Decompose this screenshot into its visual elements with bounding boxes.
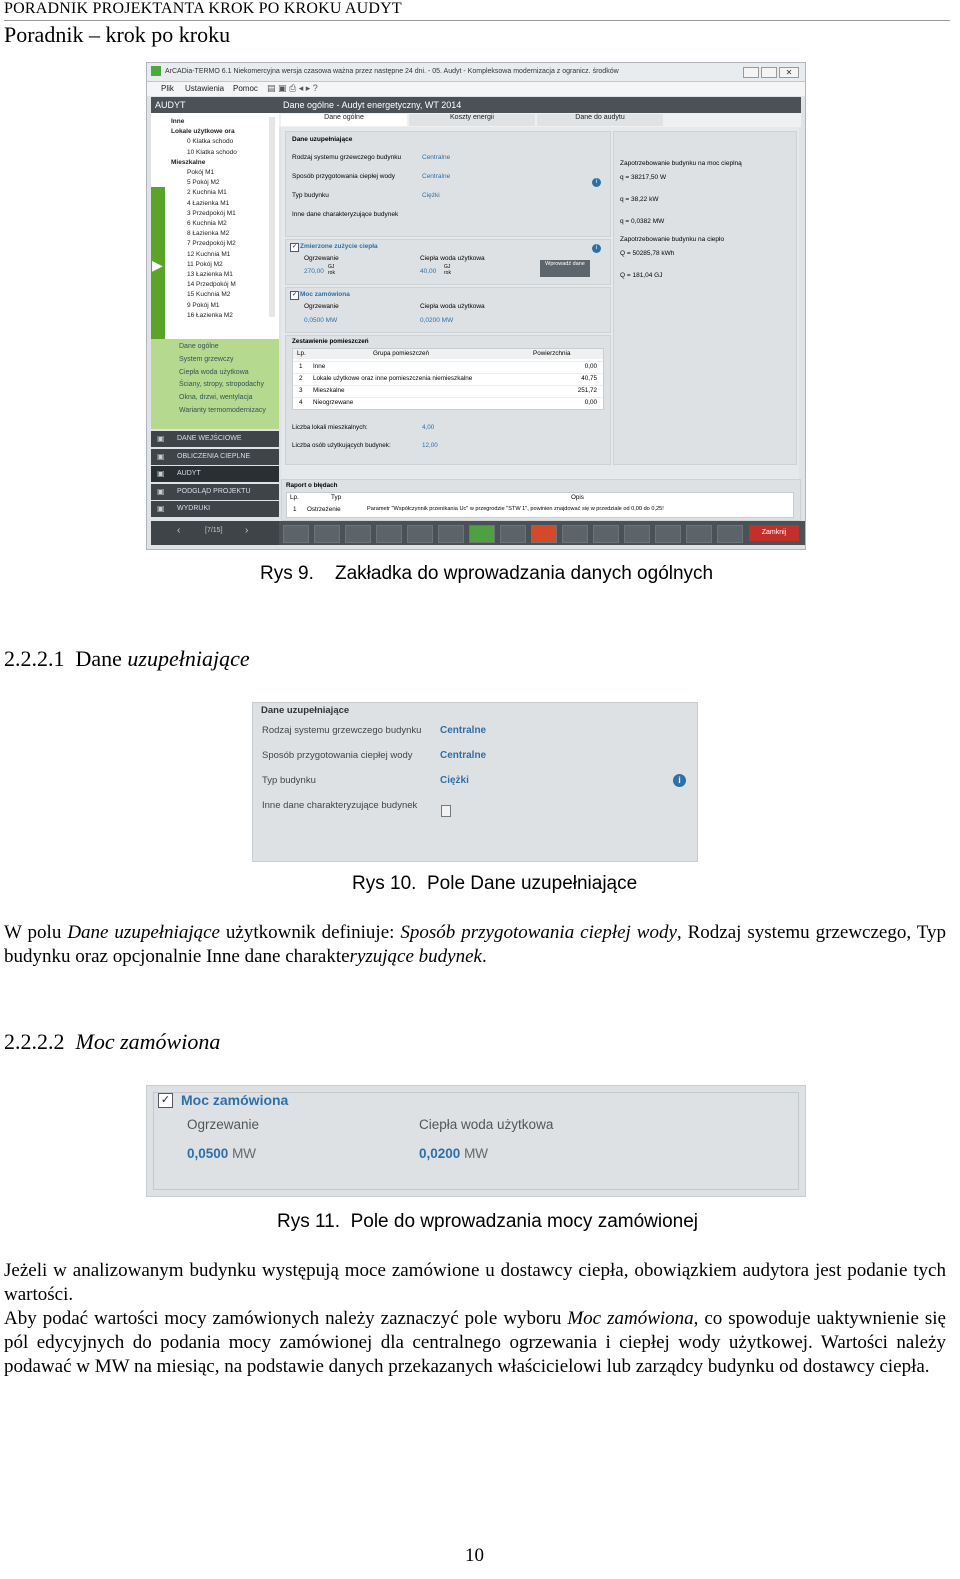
cell-lp: 2	[299, 375, 303, 382]
p3-a: Aby podać wartości mocy zamówionych należy zaznaczyć pole wyboru	[4, 1308, 568, 1329]
zmierzone-unit-2	[444, 264, 451, 276]
tab-bar	[279, 113, 801, 127]
figure-9-text: Zakładka do wprowadzania danych ogólnych	[334, 563, 714, 584]
toolbar-icon[interactable]	[655, 525, 681, 543]
cell-grupa: Mieszkalne	[313, 387, 345, 394]
paragraph-moc-details	[4, 1307, 946, 1379]
zestawienie-table	[292, 348, 604, 410]
zestawienie-title: Zestawienie pomieszczeń	[292, 338, 369, 345]
moc-cwu-label: Ciepła woda użytkowa	[420, 303, 485, 310]
fig11-ogrzewanie-value: 0,0500	[187, 1146, 229, 1161]
fig11-ogrzewanie-field[interactable]	[187, 1146, 256, 1161]
tree-item[interactable]: 13 Łazienka M1	[187, 271, 233, 279]
toolbar-icon[interactable]	[562, 525, 588, 543]
tree-item[interactable]: 11 Pokój M2	[187, 260, 223, 268]
lokali-value: 4,00	[422, 424, 435, 431]
table-row	[293, 385, 603, 397]
tree-item[interactable]: 14 Przedpokój M	[187, 281, 236, 289]
right-panel-header	[279, 97, 801, 113]
raport-row-opis: Parametr "Współczynnik przenikania Uc" w przegrodzie "STW 1", powinien znajdować się w przedziale od 0,00 do 0,25!	[367, 506, 664, 512]
section-2-2-2-2-heading	[4, 1029, 220, 1055]
fig10-row-label: Typ budynku	[262, 775, 316, 786]
zapotrzebowanie-panel	[613, 131, 797, 465]
figure-10-number: Rys 10.	[352, 873, 417, 894]
toolbar-icon[interactable]	[717, 525, 743, 543]
tree-item[interactable]: 10 Klatka schodo	[187, 148, 237, 156]
unit-bottom-2: rok	[444, 270, 451, 276]
table-row	[293, 397, 603, 409]
submenu	[151, 339, 279, 429]
moc-zamowiona-checkbox[interactable]: ✓	[158, 1093, 173, 1108]
toolbar-icon[interactable]	[500, 525, 526, 543]
nav-button[interactable]	[151, 501, 279, 517]
nav-button[interactable]	[151, 431, 279, 447]
zap-v1: q = 38217,50 W	[620, 174, 667, 181]
p3-c: , co spowoduje uaktywnienie się pól edycyjnych do podania mocy zamówionej dla centralnego ogrzewania i ciepłej wody użytkowej. Wartości należy podawać w MW na miesiąc, na podstawie danych przekazanych właścicielowi lub zarządcy budynku od dostawcy ciepła.	[4, 1308, 946, 1377]
raport-th-opis: Opis	[571, 494, 584, 501]
section-title-plain: Dane	[75, 646, 128, 671]
edit-note-icon[interactable]	[441, 805, 451, 817]
zap-v5: Q = 181,04 GJ	[620, 272, 663, 279]
maximize-icon[interactable]	[761, 67, 777, 78]
toolbar-icon[interactable]	[531, 525, 557, 543]
fig11-cwu-field[interactable]	[419, 1146, 488, 1161]
toolbar-icon[interactable]	[593, 525, 619, 543]
raport-panel	[281, 479, 801, 521]
nav-icon: ▣	[157, 504, 165, 513]
page-nav-bar	[151, 521, 279, 545]
p1-g: .	[481, 946, 487, 967]
cell-lp: 1	[299, 363, 303, 370]
running-header: PORADNIK PROJEKTANTA KROK PO KROKU AUDYT	[4, 0, 402, 17]
raport-title: Raport o błędach	[286, 482, 338, 489]
toolbar-icon[interactable]	[469, 525, 495, 543]
window-title: ArCADia-TERMO 6.1 Niekomercyjna wersja czasowa ważna przez następne 24 dni. - 05. Audyt - Kompleksowa modernizacja z ogranicz. środków	[165, 68, 619, 75]
zamknij-button[interactable]: Zamknij	[749, 525, 799, 541]
cell-grupa: Inne	[313, 363, 326, 370]
fig10-row-label: Inne dane charakteryzujące budynek	[262, 800, 418, 811]
th-powierzchnia: Powierzchnia	[533, 350, 571, 357]
nav-button[interactable]	[151, 484, 279, 500]
submenu-item[interactable]: Ciepła woda użytkowa	[179, 368, 249, 376]
nav-button[interactable]	[151, 466, 279, 482]
section2-title: Moc zamówiona	[75, 1029, 221, 1054]
submenu-item[interactable]: Warianty termomodernizacy	[179, 406, 266, 414]
p1-c: użytkownik definiuje:	[219, 922, 401, 943]
zmierzone-cwu-value[interactable]: 40,00	[420, 268, 437, 275]
submenu-item[interactable]: Ściany, stropy, stropodachy	[179, 381, 264, 389]
submenu-item[interactable]: Okna, drzwi, wentylacja	[179, 394, 253, 402]
minimize-icon[interactable]	[743, 67, 759, 78]
figure-9-screenshot	[146, 62, 806, 550]
page-indicator: [7/15]	[205, 527, 223, 534]
fig11-ogrzewanie-label: Ogrzewanie	[187, 1117, 260, 1132]
tree-item[interactable]: 5 Pokój M2	[187, 179, 220, 187]
left-panel-header	[151, 97, 279, 113]
menu-pomoc[interactable]: Pomoc	[233, 84, 258, 93]
nav-label: OBLICZENIA CIEPLNE	[177, 452, 251, 460]
fig11-unit-1: MW	[232, 1146, 257, 1161]
cell-powierzchnia: 251,72	[577, 387, 597, 394]
tree-scrollbar[interactable]	[269, 117, 275, 317]
fig10-row-label: Rodzaj systemu grzewczego budynku	[262, 725, 422, 736]
nav-icon: ▣	[157, 469, 165, 478]
zap-v4: Q = 50285,78 kWh	[620, 250, 675, 257]
cell-powierzchnia: 0,00	[584, 399, 597, 406]
header-subtitle: Poradnik – krok po kroku	[4, 22, 231, 47]
zmierzone-checkbox[interactable]: ✓	[291, 244, 298, 250]
page-number: 10	[465, 1545, 484, 1566]
p3-b: Moc zamówiona	[567, 1308, 694, 1329]
arrow-right-icon: ▶	[152, 257, 163, 273]
table-row	[293, 361, 603, 373]
collapse-tab[interactable]	[151, 187, 165, 359]
prev-page-icon[interactable]: ‹	[177, 525, 181, 536]
toolbar-icon[interactable]	[345, 525, 371, 543]
zestawienie-panel	[285, 335, 611, 465]
lokali-label: Liczba lokali mieszkalnych:	[292, 424, 368, 431]
cell-powierzchnia: 40,75	[581, 375, 597, 382]
fig11-cwu-label: Ciepła woda użytkowa	[419, 1117, 554, 1132]
content-area	[281, 127, 799, 537]
zmierzone-unit	[328, 264, 335, 276]
figure-9-number: Rys 9.	[260, 563, 314, 584]
zap-v3: q = 0,0382 MW	[620, 218, 665, 225]
nav-label: WYDRUKI	[177, 505, 211, 512]
zap-v2: q = 38,22 kW	[620, 196, 659, 203]
left-panel-title: AUDYT	[155, 100, 186, 110]
dane-row-value[interactable]: Centralne	[422, 173, 451, 180]
figure-10-caption	[352, 873, 637, 895]
toolbar-icon[interactable]	[376, 525, 402, 543]
right-panel-title: Dane ogólne - Audyt energetyczny, WT 2014	[283, 100, 462, 110]
unit-top: GJ	[328, 264, 335, 270]
paragraph-dane-uzupelniajace	[4, 921, 946, 969]
app-logo-icon	[151, 66, 161, 76]
nav-label: PODGLĄD PROJEKTU	[177, 487, 251, 495]
tree-item[interactable]: 0 Klatka schodo	[187, 138, 234, 146]
tree-item[interactable]: Mieszkalne	[171, 158, 206, 166]
fig10-row-value[interactable]: Ciężki	[440, 775, 469, 786]
fig10-title: Dane uzupełniające	[261, 705, 350, 716]
info-icon-2[interactable]: i	[592, 244, 601, 253]
raport-row-typ: Ostrzeżenie	[307, 506, 341, 513]
room-tree[interactable]	[151, 113, 279, 339]
bottom-toolbar	[279, 521, 805, 545]
tree-item[interactable]: 15 Kuchnia M2	[187, 291, 231, 299]
dane-row-label: Rodzaj systemu grzewczego budynku	[292, 154, 402, 161]
tree-item[interactable]: 4 Łazienka M1	[187, 199, 230, 207]
next-page-icon[interactable]: ›	[245, 525, 249, 536]
nav-icon: ▣	[157, 434, 165, 443]
fig11-title: Moc zamówiona	[181, 1092, 289, 1108]
figure-11-text: Pole do wprowadzania mocy zamówionej	[350, 1211, 699, 1232]
raport-table	[286, 492, 794, 518]
moc-ogrz-label: Ogrzewanie	[304, 303, 339, 310]
submenu-item[interactable]: Dane ogólne	[179, 343, 219, 350]
figure-11-number: Rys 11.	[277, 1211, 341, 1232]
fig11-unit-2: MW	[464, 1146, 489, 1161]
nav-icon: ▣	[157, 451, 165, 461]
tree-item[interactable]: 7 Przedpokój M2	[187, 240, 236, 248]
section-title-italic: uzupełniające	[127, 646, 250, 671]
p1-d: Sposób przygotowania ciepłej wody	[400, 922, 677, 943]
paragraph-moc-intro: Jeżeli w analizowanym budynku występują moce zamówione u dostawcy ciepła, obowiązkiem audytora jest podanie tych wartości.	[4, 1260, 946, 1305]
osob-value: 12,00	[422, 442, 438, 449]
zmierzone-ogrz-value[interactable]: 270,00	[304, 268, 324, 275]
unit-bottom: rok	[328, 270, 335, 276]
p1-f: ryzujące budynek	[349, 946, 482, 967]
tree-item[interactable]: Pokój M1	[187, 169, 215, 177]
dane-row-value[interactable]: Ciężki	[422, 192, 440, 199]
cell-lp: 3	[299, 387, 303, 394]
moc-panel	[285, 287, 611, 333]
tree-item[interactable]: 9 Pokój M1	[187, 301, 220, 309]
dane-row-label: Typ budynku	[292, 192, 329, 199]
raport-th-typ: Typ	[331, 494, 342, 501]
moc-checkbox[interactable]: ✓	[291, 292, 298, 298]
toolbar-icon[interactable]	[624, 525, 650, 543]
wprowadz-dane-button[interactable]: Wprowadź dane	[540, 260, 590, 277]
tree-item[interactable]: 12 Kuchnia M1	[187, 250, 231, 258]
section-number: 2.2.2.1	[4, 646, 65, 671]
moc-ogrz-value[interactable]: 0,0500 MW	[304, 317, 338, 324]
tab-koszty-energii[interactable]: Koszty energii	[409, 114, 535, 126]
toolbar-icon[interactable]	[407, 525, 433, 543]
toolbar-icon[interactable]	[283, 525, 309, 543]
fig11-cwu-value: 0,0200	[419, 1146, 461, 1161]
table-row	[293, 373, 603, 385]
info-icon[interactable]: i	[592, 178, 601, 187]
tree-item[interactable]: 8 Łazienka M2	[187, 230, 230, 238]
osob-label: Liczba osób użytkujących budynek:	[292, 442, 391, 449]
figure-10-screenshot	[252, 702, 698, 862]
zmierzone-title: Zmierzone zużycie ciepła	[300, 243, 378, 250]
p1-b: Dane uzupełniające	[67, 922, 220, 943]
section-2-2-2-1-heading	[4, 646, 250, 672]
menu-plik[interactable]: Plik	[161, 84, 174, 93]
cell-grupa: Lokale użytkowe oraz inne pomieszczenia niemieszkalne	[313, 375, 473, 382]
fig10-row-value[interactable]: Centralne	[440, 725, 487, 736]
cell-grupa: Nieogrzewane	[313, 399, 354, 406]
tab-dane-do-audytu[interactable]: Dane do audytu	[537, 114, 663, 126]
toolbar-icon[interactable]	[438, 525, 464, 543]
fig10-row-label: Sposób przygotowania ciepłej wody	[262, 750, 413, 761]
zap-cieplo-label: Zapotrzebowanie budynku na ciepło	[620, 236, 725, 243]
fig10-row-value[interactable]: Centralne	[440, 750, 487, 761]
tree-item[interactable]: Inne	[171, 118, 185, 125]
window-titlebar	[147, 63, 805, 82]
dane-panel-title: Dane uzupełniające	[292, 136, 353, 143]
cell-lp: 4	[299, 399, 303, 406]
toolbar-icon[interactable]	[314, 525, 340, 543]
zmierzone-ogrz-label: Ogrzewanie	[304, 255, 339, 262]
nav-button[interactable]	[151, 449, 279, 465]
tree-item[interactable]: 2 Kuchnia M1	[187, 189, 227, 197]
tab-dane-ogolne[interactable]: Dane ogólne	[281, 114, 407, 126]
tree-item[interactable]: Lokale użytkowe ora	[171, 128, 235, 136]
close-window-icon[interactable]: ✕	[779, 67, 799, 78]
raport-th-lp: Lp.	[290, 494, 299, 501]
section2-number: 2.2.2.2	[4, 1029, 65, 1054]
zmierzone-cwu-label: Ciepła woda użytkowa	[420, 255, 485, 262]
tree-item[interactable]: 6 Kuchnia M2	[187, 220, 227, 228]
table-header	[293, 349, 603, 359]
raport-row-lp: 1	[293, 506, 297, 513]
unit-top-2: GJ	[444, 264, 451, 270]
info-icon-fig10[interactable]: i	[673, 774, 686, 787]
figure-9-caption	[260, 563, 713, 585]
quick-toolbar-icons[interactable]: ▤ ▣ ⎙ ◂ ▸ ?	[267, 83, 318, 93]
p1-e: , Rodzaj systemu grzewczego, Typ budynku oraz opcjonalnie Inne dane charakte	[4, 922, 947, 967]
zmierzone-panel	[285, 239, 611, 285]
header-rule	[4, 20, 950, 21]
dane-row-value[interactable]: Centralne	[422, 154, 451, 161]
toolbar-icon[interactable]	[686, 525, 712, 543]
menu-bar	[147, 82, 805, 96]
moc-cwu-value[interactable]: 0,0200 MW	[420, 317, 454, 324]
tree-item[interactable]: 3 Przedpokój M1	[187, 209, 236, 217]
nav-label: AUDYT	[177, 470, 201, 477]
th-grupa: Grupa pomieszczeń	[373, 350, 429, 357]
zap-moc-label: Zapotrzebowanie budynku na moc cieplną	[620, 160, 742, 167]
tree-item[interactable]: 16 Łazienka M2	[187, 311, 233, 319]
dane-uzupelniajace-panel	[285, 131, 611, 237]
figure-11-caption	[277, 1211, 698, 1233]
moc-title: Moc zamówiona	[300, 291, 350, 298]
menu-ustawienia[interactable]: Ustawienia	[185, 84, 225, 93]
dane-row-label: Inne dane charakteryzujące budynek	[292, 211, 399, 218]
nav-icon: ▣	[157, 486, 165, 496]
figure-10-text: Pole Dane uzupełniające	[426, 873, 638, 894]
figure-11-screenshot	[146, 1085, 806, 1197]
nav-label: DANE WEJŚCIOWE	[177, 435, 242, 442]
th-lp: Lp.	[297, 350, 306, 357]
dane-row-label: Sposób przygotowania ciepłej wody	[292, 173, 395, 180]
submenu-item[interactable]: System grzewczy	[179, 355, 234, 363]
p1-a: W polu	[4, 922, 68, 943]
cell-powierzchnia: 0,00	[584, 363, 597, 370]
